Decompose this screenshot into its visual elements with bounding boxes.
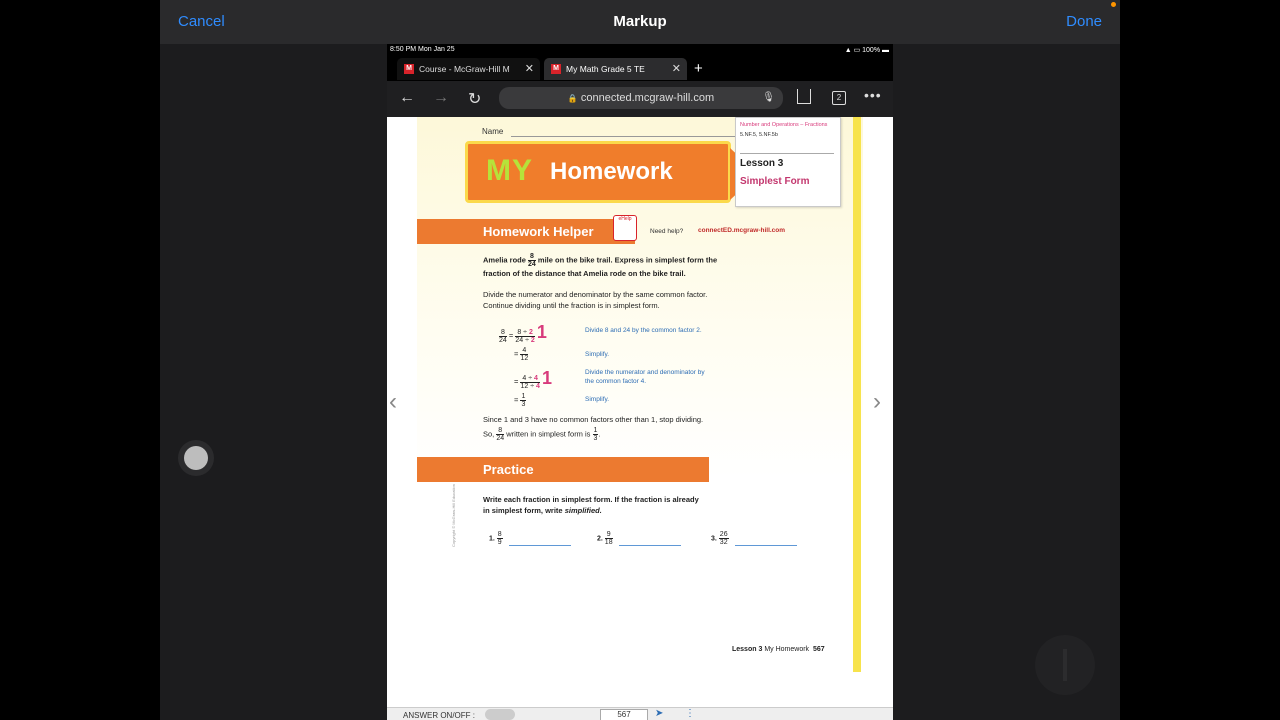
page-footer: Lesson 3 My Homework 567	[732, 646, 825, 653]
battery-indicator: ▲ ▭ 100% ▬	[844, 47, 889, 54]
tab-my-math[interactable]	[544, 58, 687, 80]
close-icon[interactable]: ✕	[671, 63, 681, 75]
forward-icon[interactable]: →	[433, 89, 449, 106]
reload-icon[interactable]: ↻	[468, 91, 482, 108]
practice-problem-3: 3. $\frac{26}{32}$	[711, 531, 797, 546]
practice-instructions: Write each fraction in simplest form. If the fraction is already in simplest form, write simplified.	[483, 495, 699, 515]
mcgraw-hill-icon: M	[404, 64, 414, 74]
screenshot-preview	[387, 44, 893, 720]
answer-line[interactable]	[619, 545, 681, 546]
homework-helper-title: Homework Helper	[483, 224, 594, 239]
done-button[interactable]: Done	[1066, 13, 1102, 30]
practice-title: Practice	[483, 462, 534, 477]
back-icon[interactable]: ←	[399, 89, 415, 106]
lock-icon: 🔒	[567, 94, 578, 103]
name-line	[511, 136, 741, 137]
fraction: $\frac{8}{24}$	[528, 253, 536, 268]
step-1: $\frac{8}{24}$ = $\frac{8 \div 2}{24 \div 2}$ 1	[499, 322, 547, 344]
problem-statement: Amelia rode $\frac{8}{24}$ mile on the bike trail. Express in simplest form the fraction of the distance that Amelia rode on the bike trail.	[483, 253, 718, 278]
banner-my: MY	[486, 154, 533, 187]
lesson-number: Lesson 3	[740, 158, 784, 169]
answer-toggle-label: ANSWER ON/OFF :	[403, 711, 475, 720]
menu-icon[interactable]: ⋮	[685, 708, 695, 719]
banner-homework: Homework	[550, 158, 673, 185]
step-1-note: Divide 8 and 24 by the common factor 2.	[585, 327, 702, 334]
pencil-tool-icon[interactable]	[1035, 635, 1095, 695]
browser-tabs	[387, 56, 893, 81]
go-icon[interactable]: ➤	[655, 708, 664, 719]
new-tab-button[interactable]: +	[694, 60, 703, 77]
worksheet-page	[387, 117, 893, 720]
step-4-note: Simplify.	[585, 396, 610, 403]
assistive-touch-button[interactable]	[178, 440, 214, 476]
step-2: = $\frac{4}{12}$	[514, 347, 529, 362]
connected-link[interactable]: connectED.mcgraw-hill.com	[698, 227, 786, 234]
tab-count-button[interactable]: 2	[832, 91, 846, 105]
next-page-arrow[interactable]: ›	[873, 388, 881, 415]
recording-indicator	[1111, 2, 1116, 7]
mic-icon[interactable]: 🎙	[762, 92, 775, 103]
answer-line[interactable]	[509, 545, 571, 546]
answer-toggle[interactable]	[485, 709, 515, 720]
margin-rule	[853, 117, 861, 672]
answer-line[interactable]	[735, 545, 797, 546]
tab-label: My Math Grade 5 TE	[566, 64, 645, 74]
ehelp-icon[interactable]: eHelp	[613, 215, 637, 241]
more-icon[interactable]: •••	[864, 87, 882, 103]
practice-bar	[417, 457, 709, 482]
tab-course[interactable]	[397, 58, 540, 80]
conclusion-1: Since 1 and 3 have no common factors other than 1, stop dividing.	[483, 415, 704, 424]
step-2-note: Simplify.	[585, 351, 610, 358]
name-label: Name	[482, 127, 504, 136]
step-3: = $\frac{4 \div 4}{12 \div 4}$ 1	[514, 368, 553, 390]
close-icon[interactable]: ✕	[524, 63, 534, 75]
status-bar	[387, 44, 893, 56]
my-homework-banner	[465, 141, 731, 203]
page-number-input[interactable]: 567	[600, 709, 648, 720]
mcgraw-hill-icon: M	[551, 64, 561, 74]
copyright: Copyright © McGraw-Hill Education	[451, 484, 456, 547]
need-help-label: Need help?	[650, 228, 684, 235]
markup-toolbar	[160, 0, 1120, 44]
cancel-button[interactable]: Cancel	[178, 13, 225, 30]
answer-bar	[387, 707, 893, 720]
url-field[interactable]: 🔒 connected.mcgraw-hill.com 🎙	[499, 87, 783, 109]
worksheet	[417, 117, 863, 672]
previous-page-arrow[interactable]: ‹	[389, 388, 397, 415]
tab-label: Course - McGraw-Hill M	[419, 64, 510, 74]
strand-label: Number and Operations – Fractions	[740, 122, 828, 128]
practice-problem-2: 2. $\frac{9}{18}$	[597, 531, 681, 546]
practice-problem-1: 1. $\frac{8}{9}$	[489, 531, 571, 546]
lesson-title: Simplest Form	[740, 176, 810, 187]
lesson-box	[735, 117, 841, 207]
step-3-note: Divide the numerator and denominator by the common factor 4.	[585, 369, 705, 385]
instructions: Divide the numerator and denominator by the same common factor. Continue dividing until the fraction is in simplest form.	[483, 290, 708, 310]
markup-title: Markup	[613, 13, 667, 30]
conclusion-2: So, $\frac{8}{24}$ written in simplest form is $\frac{1}{3}$ .	[483, 427, 601, 442]
share-icon[interactable]	[797, 89, 811, 104]
step-4: = $\frac{1}{3}$	[514, 393, 526, 408]
status-time: 8:50 PM Mon Jan 25	[390, 46, 455, 53]
address-bar	[387, 81, 893, 117]
divider	[740, 153, 834, 154]
standards-label: 5.NF.5, 5.NF.5b	[740, 132, 778, 138]
markup-window	[160, 0, 1120, 720]
